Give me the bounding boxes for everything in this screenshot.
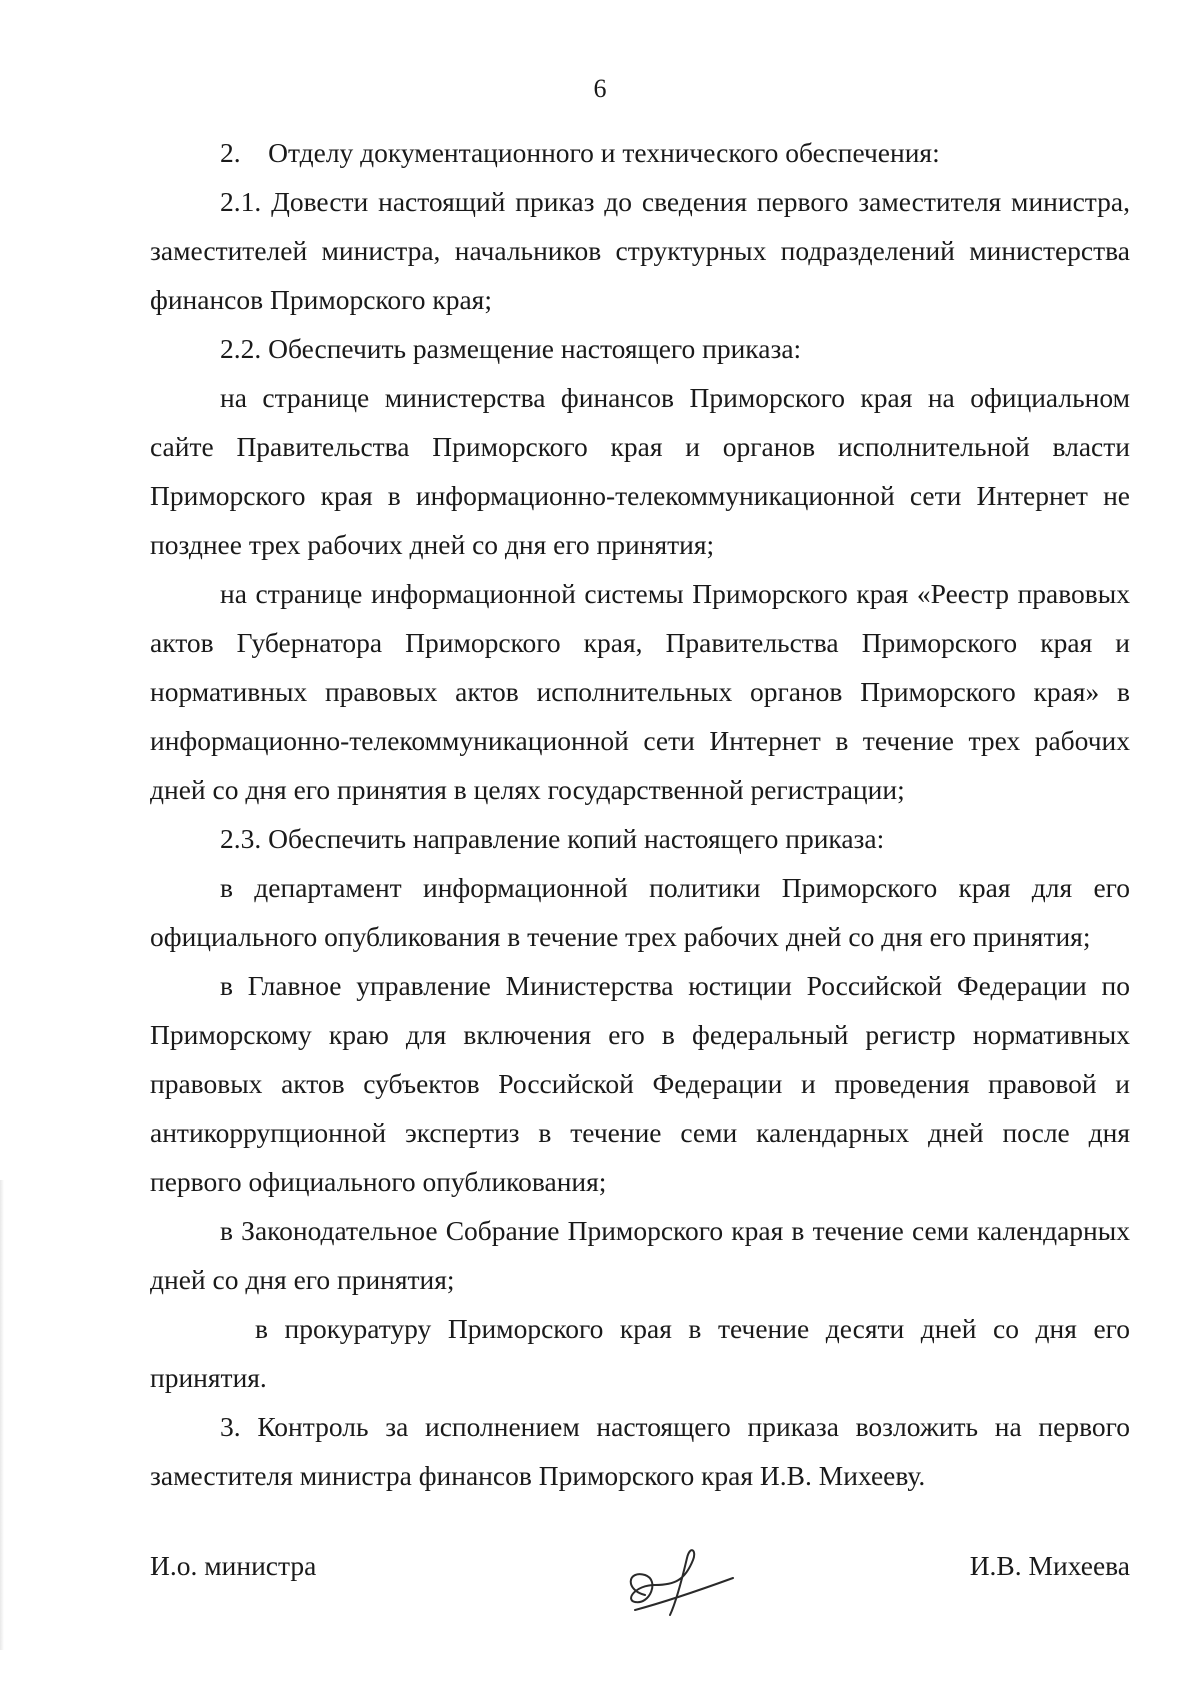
paragraph-2-2-registry-page: на странице информационной системы Приморского края «Реестр правовых актов Губернатора Приморского края, Правительства Приморского края и нормативных правовых актов исполнительных органов Приморского края» в информационно-телекоммуникационной сети Интернет в течение трех рабочих дней со дня его принятия в целях государственной регистрации; xyxy=(150,578,1130,805)
paragraph-2-1: 2.1. Довести настоящий приказ до сведения первого заместителя министра, заместителей министра, начальников структурных подразделений министерства финансов Приморского края; xyxy=(150,186,1130,315)
document-body xyxy=(150,128,1130,1500)
paragraph-2-2-ministry-page: на странице министерства финансов Приморского края на официальном сайте Правительства Приморского края и органов исполнительной власти Приморского края в информационно-телекоммуникационной сети Интернет не позднее трех рабочих дней со дня его принятия; xyxy=(150,382,1130,560)
paragraph-2-2: 2.2. Обеспечить размещение настоящего приказа: xyxy=(220,333,802,364)
handwritten-signature xyxy=(615,1540,745,1625)
paragraph-3-control: 3. Контроль за исполнением настоящего приказа возложить на первого заместителя министра финансов Приморского края И.В. Михееву. xyxy=(150,1411,1130,1491)
paragraph-2-3-justice-ministry: в Главное управление Министерства юстиции Российской Федерации по Приморскому краю для включения его в федеральный регистр нормативных правовых актов субъектов Российской Федерации и проведения правовой и антикоррупционной экспертиз в течение семи календарных дней после дня первого официального опубликования; xyxy=(150,970,1130,1197)
scan-edge-shadow xyxy=(0,1180,4,1650)
paragraph-section-2: 2. Отделу документационного и технического обеспечения: xyxy=(220,137,940,168)
signatory-title: И.о. министра xyxy=(150,1550,317,1581)
paragraph-2-3-prosecutor: в прокуратуру Приморского края в течение десяти дней со дня его принятия. xyxy=(150,1313,1130,1393)
paragraph-2-3-legislative-assembly: в Законодательное Собрание Приморского края в течение семи календарных дней со дня его принятия; xyxy=(150,1215,1130,1295)
paragraph-2-3-info-policy: в департамент информационной политики Приморского края для его официального опубликования в течение трех рабочих дней со дня его принятия; xyxy=(150,872,1130,952)
signatory-name: И.В. Михеева xyxy=(969,1550,1130,1581)
paragraph-2-3: 2.3. Обеспечить направление копий настоящего приказа: xyxy=(220,823,885,854)
page-number: 6 xyxy=(593,74,607,103)
